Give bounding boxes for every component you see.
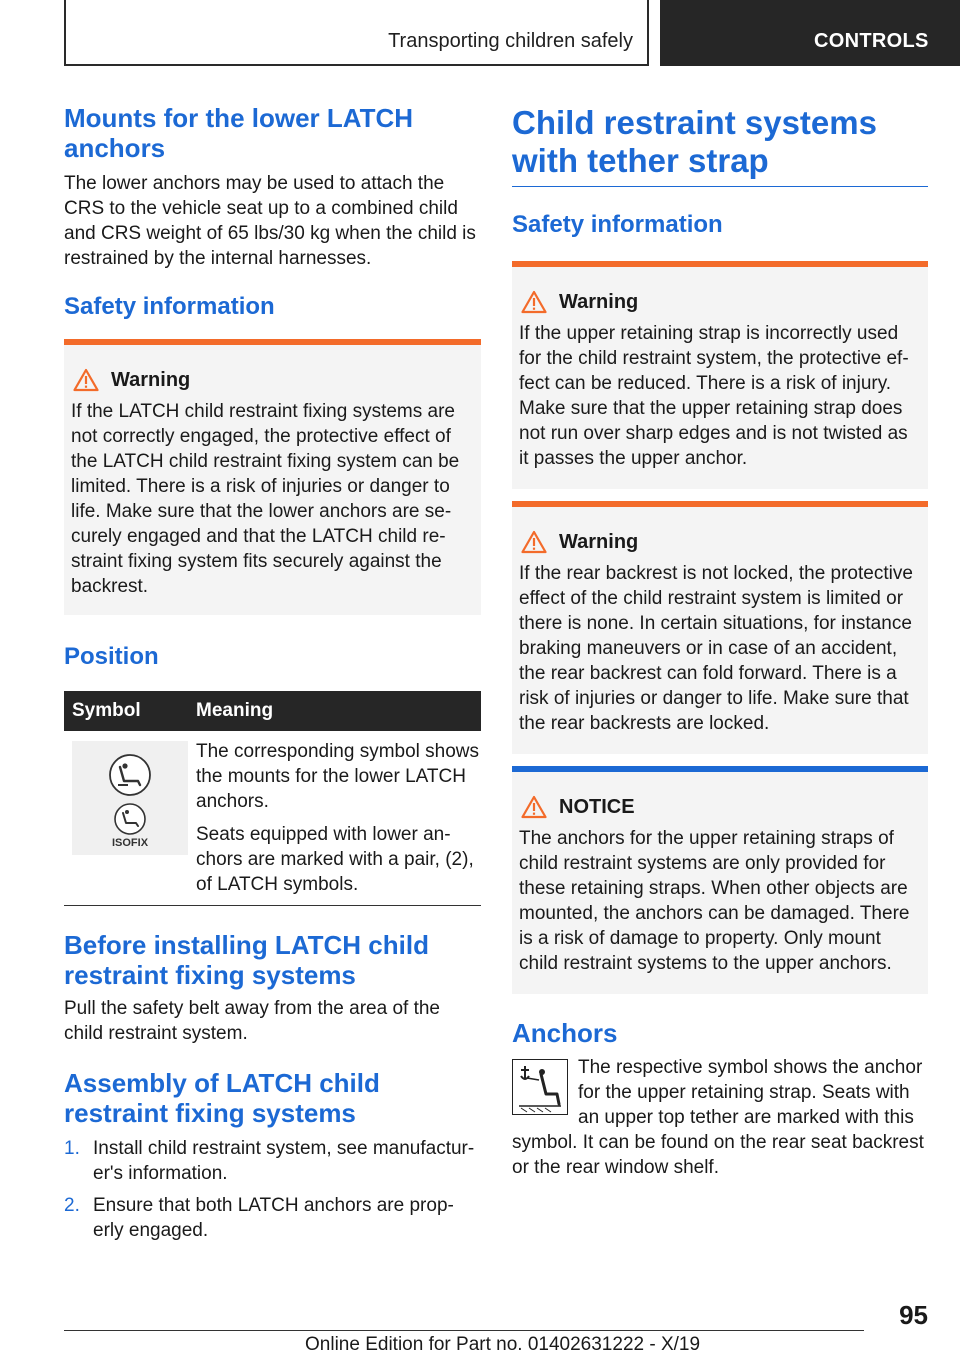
- step-text: Ensure that both LATCH anchors are prop-erly engaged.: [93, 1195, 454, 1241]
- warning-label: Warning: [559, 290, 639, 313]
- anchors-heading: Anchors: [512, 1018, 618, 1048]
- list-item: [64, 1136, 481, 1186]
- page-number: 95: [899, 1300, 928, 1330]
- main-heading: Child restraint systems with tether strap: [512, 104, 877, 179]
- warning-text: If the upper retaining strap is incorrectly used for the child restraint system, the protective ef-fect can be reduced. There is a risk of injury. Make sure that the upper retaining strap does not run over sharp edges and is not twisted as it passes the upper anchor.: [519, 323, 909, 469]
- left-warning-box: [64, 339, 481, 615]
- latch-symbol-image: [72, 741, 188, 855]
- col-symbol-header: Symbol: [64, 691, 188, 731]
- warning-text: If the rear backrest is not locked, the protective effect of the child restraint system is limited or there is none. In certain situations, for instance braking maneuvers or in case of an accident, the rear backrest can fold forward. There is a risk of injuries or danger to life. Make sure that the rear backrests are locked.: [519, 563, 913, 734]
- header-chapter-box: [660, 0, 960, 66]
- table-row: [64, 731, 481, 906]
- meaning-text-1: The corresponding symbol shows the mounts for the lower LATCH anchors.: [196, 741, 480, 812]
- warning-text: If the LATCH child restraint fixing systems are not correctly engaged, the protective effect of the LATCH child restraint fixing system can be limited. There is a risk of injuries or danger to life. Make sure that the lower anchors are se-curely engaged and that the LATCH child re-straint fixing system fits securely against the backrest.: [71, 401, 460, 597]
- warning-header: [519, 527, 920, 557]
- notice-text: The anchors for the upper retaining straps of child restraint systems are only provided for these retaining straps. When other objects are mounted, the anchors can be damaged. There is a risk of damage to property. Only mount child restraint systems to the upper anchors.: [519, 828, 910, 974]
- before-body: Pull the safety belt away from the area of the child restraint system.: [64, 998, 440, 1044]
- assembly-steps: [64, 1136, 481, 1243]
- footer-rule: [64, 1330, 864, 1331]
- meaning-text-2: Seats equipped with lower an-chors are marked with a pair, (2), of LATCH symbols.: [196, 824, 474, 895]
- tether-anchor-icon: [512, 1059, 568, 1115]
- notice-header: [519, 792, 920, 822]
- isofix-label: ISOFIX: [111, 837, 149, 849]
- step-number: 2.: [64, 1195, 80, 1216]
- warning-triangle-icon: [521, 530, 547, 554]
- notice-triangle-icon: [521, 795, 547, 819]
- anchors-body: The respective symbol shows the anchor for the upper retaining strap. Seats with an upper top tether are marked with this symbol. It can be found on the rear seat backrest or the rear window shelf.: [512, 1057, 924, 1178]
- mounts-body: The lower anchors may be used to attach the CRS to the vehicle seat up to a combined child and CRS weight of 65 lbs/30 kg when the child is restrained by the internal harnesses.: [64, 173, 476, 269]
- col-meaning-header: Meaning: [188, 691, 481, 731]
- warning-triangle-icon: [73, 368, 99, 392]
- warning-header: [71, 365, 473, 395]
- position-heading: Position: [64, 643, 159, 670]
- header-section-box: [64, 0, 649, 66]
- right-warning-box-1: [512, 261, 928, 489]
- list-item: [64, 1193, 481, 1243]
- right-column: [512, 100, 928, 1180]
- right-warning-box-2: [512, 501, 928, 754]
- step-number: 1.: [64, 1138, 80, 1159]
- heading-rule: [512, 186, 928, 187]
- warning-header: [519, 287, 920, 317]
- step-text: Install child restraint system, see manufactur-er's information.: [93, 1138, 475, 1184]
- warning-triangle-icon: [521, 290, 547, 314]
- chapter-title: CONTROLS: [814, 30, 929, 52]
- right-safety-heading: Safety information: [512, 211, 723, 238]
- mounts-heading: Mounts for the lower LATCH anchors: [64, 103, 414, 163]
- left-safety-heading: Safety information: [64, 293, 275, 320]
- child-seat-icon: [72, 741, 188, 855]
- anchors-section: [512, 1055, 928, 1180]
- symbol-table: [64, 691, 481, 906]
- section-title: Transporting children safely: [388, 30, 633, 52]
- warning-label: Warning: [559, 530, 639, 553]
- before-heading: Before installing LATCH child restraint fixing systems: [64, 930, 429, 990]
- assembly-heading: Assembly of LATCH child restraint fixing systems: [64, 1068, 380, 1128]
- right-notice-box: [512, 766, 928, 994]
- warning-label: Warning: [111, 368, 191, 391]
- notice-label: NOTICE: [559, 795, 635, 818]
- footer-edition: Online Edition for Part no. 01402631222 - X/19: [305, 1334, 701, 1355]
- left-column: [64, 100, 481, 1250]
